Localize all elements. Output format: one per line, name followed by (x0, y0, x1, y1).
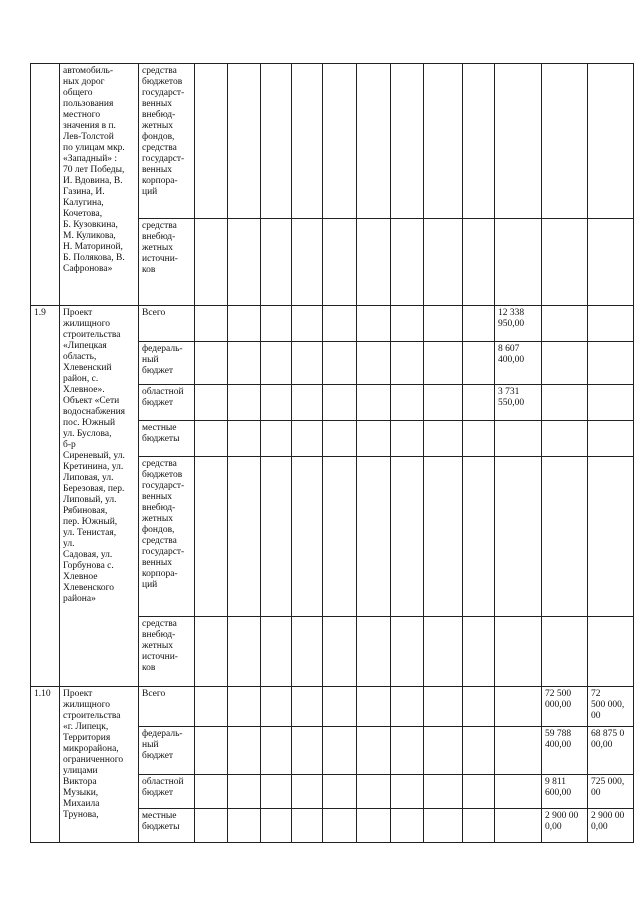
amount-cell (261, 421, 292, 457)
amount-cell (228, 306, 261, 342)
amount-cell (391, 385, 424, 421)
amount-cell (292, 219, 323, 306)
amount-cell: 59 788 400,00 (542, 727, 588, 775)
amount-cell (292, 306, 323, 342)
amount-cell (228, 64, 261, 219)
funding-source: областной бюджет (139, 775, 195, 809)
amount-cell (195, 727, 228, 775)
funding-source: федераль- ный бюджет (139, 342, 195, 385)
amount-cell (323, 687, 357, 727)
funding-source: федераль- ный бюджет (139, 727, 195, 775)
amount-cell (588, 219, 634, 306)
amount-cell (588, 64, 634, 219)
amount-cell (424, 457, 463, 617)
table-row (31, 687, 634, 727)
amount-cell (323, 385, 357, 421)
amount-cell (357, 457, 391, 617)
amount-cell (228, 457, 261, 617)
amount-cell (357, 727, 391, 775)
amount-cell (195, 385, 228, 421)
budget-table (30, 63, 634, 843)
amount-cell (195, 306, 228, 342)
amount-cell (261, 342, 292, 385)
amount-cell (195, 219, 228, 306)
amount-cell (357, 421, 391, 457)
amount-cell (357, 385, 391, 421)
amount-cell (424, 64, 463, 219)
project-name: Проект жилищного строительства «Липецкая область, Хлевенский район, с. Хлевное». Объект «Сети водоснабжения пос. Южный ул. Буслова, б-р Сиреневый, ул. Кретинина, ул. Липовая, ул. Березовая, пер. Липовый, ул. Рябиновая, пер. Южный, ул. Тенистая, ул. Садовая, ул. Горбунова с. Хлевное Хлевенского района» (60, 306, 139, 687)
amount-cell (463, 219, 495, 306)
amount-cell: 2 900 00 0,00 (542, 809, 588, 843)
amount-cell (323, 775, 357, 809)
amount-cell (228, 342, 261, 385)
amount-cell (323, 617, 357, 687)
amount-cell (391, 687, 424, 727)
amount-cell (463, 617, 495, 687)
amount-cell (588, 617, 634, 687)
amount-cell: 9 811 600,00 (542, 775, 588, 809)
amount-cell (424, 617, 463, 687)
amount-cell (463, 421, 495, 457)
amount-cell (588, 421, 634, 457)
amount-cell: 68 875 0 00,00 (588, 727, 634, 775)
amount-cell (391, 809, 424, 843)
amount-cell (292, 385, 323, 421)
amount-cell (228, 219, 261, 306)
amount-cell (323, 342, 357, 385)
amount-cell (391, 64, 424, 219)
amount-cell (357, 809, 391, 843)
funding-source: областной бюджет (139, 385, 195, 421)
amount-cell: 3 731 550,00 (495, 385, 542, 421)
amount-cell (424, 775, 463, 809)
amount-cell (195, 421, 228, 457)
amount-cell: 725 000, 00 (588, 775, 634, 809)
amount-cell (195, 617, 228, 687)
funding-source: средства внебюд- жетных источни- ков (139, 219, 195, 306)
amount-cell (424, 219, 463, 306)
amount-cell: 72 500 000,00 (542, 687, 588, 727)
amount-cell (228, 385, 261, 421)
amount-cell (495, 421, 542, 457)
amount-cell: 8 607 400,00 (495, 342, 542, 385)
amount-cell (542, 457, 588, 617)
amount-cell (323, 421, 357, 457)
table-row (31, 306, 634, 342)
amount-cell (195, 775, 228, 809)
amount-cell (357, 687, 391, 727)
amount-cell (424, 385, 463, 421)
amount-cell (195, 687, 228, 727)
amount-cell (195, 457, 228, 617)
amount-cell (495, 727, 542, 775)
amount-cell (292, 775, 323, 809)
amount-cell (261, 64, 292, 219)
amount-cell (391, 775, 424, 809)
amount-cell (228, 775, 261, 809)
project-name: автомобиль- ных дорог общего пользования местного значения в п. Лев-Толстой по улицам мкр. «Западный» : 70 лет Победы, И. Вдовина, В. Газина, И. Калугина, Кочетова, Б. Кузовкина, М. Куликова, Н. Маториной, Б. Полякова, В. Сафронова» (60, 64, 139, 306)
amount-cell (588, 385, 634, 421)
amount-cell (323, 64, 357, 219)
amount-cell (228, 617, 261, 687)
funding-source: местные бюджеты (139, 421, 195, 457)
amount-cell (292, 687, 323, 727)
amount-cell (261, 809, 292, 843)
amount-cell (357, 775, 391, 809)
amount-cell (495, 457, 542, 617)
amount-cell (357, 342, 391, 385)
amount-cell (463, 306, 495, 342)
funding-source: Всего (139, 306, 195, 342)
amount-cell (228, 421, 261, 457)
amount-cell (588, 306, 634, 342)
amount-cell (495, 687, 542, 727)
amount-cell (228, 687, 261, 727)
amount-cell (261, 727, 292, 775)
amount-cell (542, 342, 588, 385)
funding-source: средства внебюд- жетных источни- ков (139, 617, 195, 687)
funding-source: местные бюджеты (139, 809, 195, 843)
amount-cell (542, 219, 588, 306)
amount-cell (195, 809, 228, 843)
row-number (31, 64, 60, 306)
amount-cell (357, 617, 391, 687)
amount-cell (292, 617, 323, 687)
amount-cell (463, 64, 495, 219)
amount-cell (323, 457, 357, 617)
amount-cell (424, 306, 463, 342)
row-number: 1.10 (31, 687, 60, 843)
funding-source: средства бюджетов государст- венных внебюд- жетных фондов, средства государст- венных корпора- ций (139, 64, 195, 219)
amount-cell (391, 457, 424, 617)
table-row (31, 64, 634, 219)
amount-cell (323, 727, 357, 775)
amount-cell (542, 617, 588, 687)
amount-cell (357, 64, 391, 219)
amount-cell (542, 385, 588, 421)
amount-cell (495, 775, 542, 809)
funding-source: средства бюджетов государст- венных внебюд- жетных фондов, средства государст- венных корпора- ций (139, 457, 195, 617)
amount-cell (261, 306, 292, 342)
amount-cell (292, 809, 323, 843)
amount-cell (424, 727, 463, 775)
amount-cell (463, 809, 495, 843)
amount-cell: 72 500 000, 00 (588, 687, 634, 727)
amount-cell (261, 775, 292, 809)
amount-cell (391, 421, 424, 457)
amount-cell: 12 338 950,00 (495, 306, 542, 342)
amount-cell (588, 342, 634, 385)
funding-source: Всего (139, 687, 195, 727)
amount-cell (261, 385, 292, 421)
amount-cell (391, 219, 424, 306)
amount-cell (542, 306, 588, 342)
row-number: 1.9 (31, 306, 60, 687)
amount-cell (323, 219, 357, 306)
amount-cell (588, 457, 634, 617)
amount-cell (424, 342, 463, 385)
amount-cell (391, 617, 424, 687)
amount-cell (195, 342, 228, 385)
amount-cell (542, 421, 588, 457)
amount-cell (323, 809, 357, 843)
amount-cell (261, 219, 292, 306)
amount-cell (463, 457, 495, 617)
amount-cell (261, 687, 292, 727)
amount-cell (391, 306, 424, 342)
amount-cell (357, 219, 391, 306)
amount-cell (195, 64, 228, 219)
amount-cell (292, 727, 323, 775)
amount-cell (391, 342, 424, 385)
amount-cell (495, 809, 542, 843)
amount-cell (424, 687, 463, 727)
amount-cell (463, 687, 495, 727)
project-name: Проект жилищного строительства «г. Липецк, Территория микрорайона, ограниченного улицами Виктора Музыки, Михаила Трунова, (60, 687, 139, 843)
amount-cell (463, 775, 495, 809)
amount-cell (424, 421, 463, 457)
amount-cell (228, 727, 261, 775)
amount-cell (391, 727, 424, 775)
amount-cell (261, 457, 292, 617)
amount-cell (228, 809, 261, 843)
amount-cell (292, 457, 323, 617)
amount-cell (542, 64, 588, 219)
amount-cell (495, 64, 542, 219)
amount-cell (261, 617, 292, 687)
amount-cell (357, 306, 391, 342)
amount-cell (292, 64, 323, 219)
amount-cell (292, 421, 323, 457)
amount-cell (463, 385, 495, 421)
amount-cell: 2 900 00 0,00 (588, 809, 634, 843)
amount-cell (323, 306, 357, 342)
amount-cell (495, 617, 542, 687)
amount-cell (495, 219, 542, 306)
amount-cell (424, 809, 463, 843)
amount-cell (292, 342, 323, 385)
amount-cell (463, 342, 495, 385)
amount-cell (463, 727, 495, 775)
